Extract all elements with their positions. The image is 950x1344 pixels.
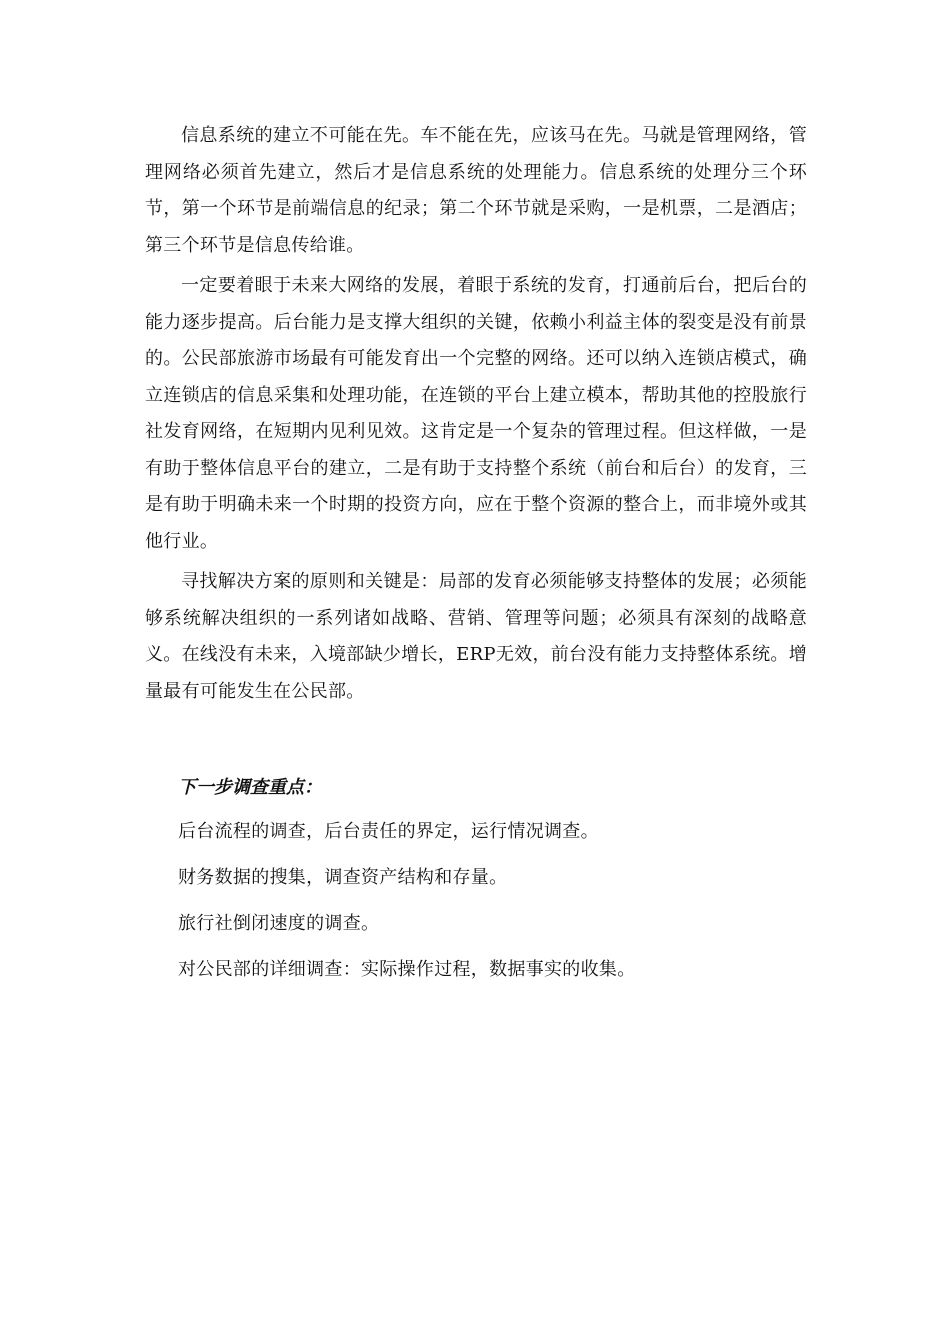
paragraph-network-development: 一定要着眼于未来大网络的发展，着眼于系统的发育，打通前后台，把后台的能力逐步提高。后台能力是支撑大组织的关键，依赖小利益主体的裂变是没有前景的。公民部旅游市场最有可能发育出一个完整的网络。还可以纳入连锁店模式，确立连锁店的信息采集和处理功能，在连锁的平台上建立模本，帮助其他的控股旅行社发育网络，在短期内见利见效。这肯定是一个复杂的管理过程。但这样做，一是有助于整体信息平台的建立，二是有助于支持整个系统（前台和后台）的发育，三是有助于明确未来一个时期的投资方向，应在于整个资源的整合上，而非境外或其他行业。 xyxy=(145,275,807,552)
next-steps-section xyxy=(145,771,807,989)
document-page xyxy=(145,118,807,997)
next-steps-title: 下一步调查重点： xyxy=(178,777,322,798)
list-item: 后台流程的调查，后台责任的界定，运行情况调查。 xyxy=(178,821,599,842)
paragraph-info-system: 信息系统的建立不可能在先。车不能在先，应该马在先。马就是管理网络，管理网络必须首先建立，然后才是信息系统的处理能力。信息系统的处理分三个环节，第一个环节是前端信息的纪录；第二个环节就是采购，一是机票，二是酒店；第三个环节是信息传给谁。 xyxy=(145,125,807,256)
list-item: 对公民部的详细调查：实际操作过程，数据事实的收集。 xyxy=(178,959,636,980)
list-item: 旅行社倒闭速度的调查。 xyxy=(178,913,380,934)
list-item: 财务数据的搜集，调查资产结构和存量。 xyxy=(178,867,508,888)
section-spacer xyxy=(145,714,807,771)
paragraph-solution-principles: 寻找解决方案的原则和关键是：局部的发育必须能够支持整体的发展；必须能够系统解决组织的一系列诸如战略、营销、管理等问题；必须具有深刻的战略意义。在线没有未来，入境部缺少增长，ERP无效，前台没有能力支持整体系统。增量最有可能发生在公民部。 xyxy=(145,571,807,702)
